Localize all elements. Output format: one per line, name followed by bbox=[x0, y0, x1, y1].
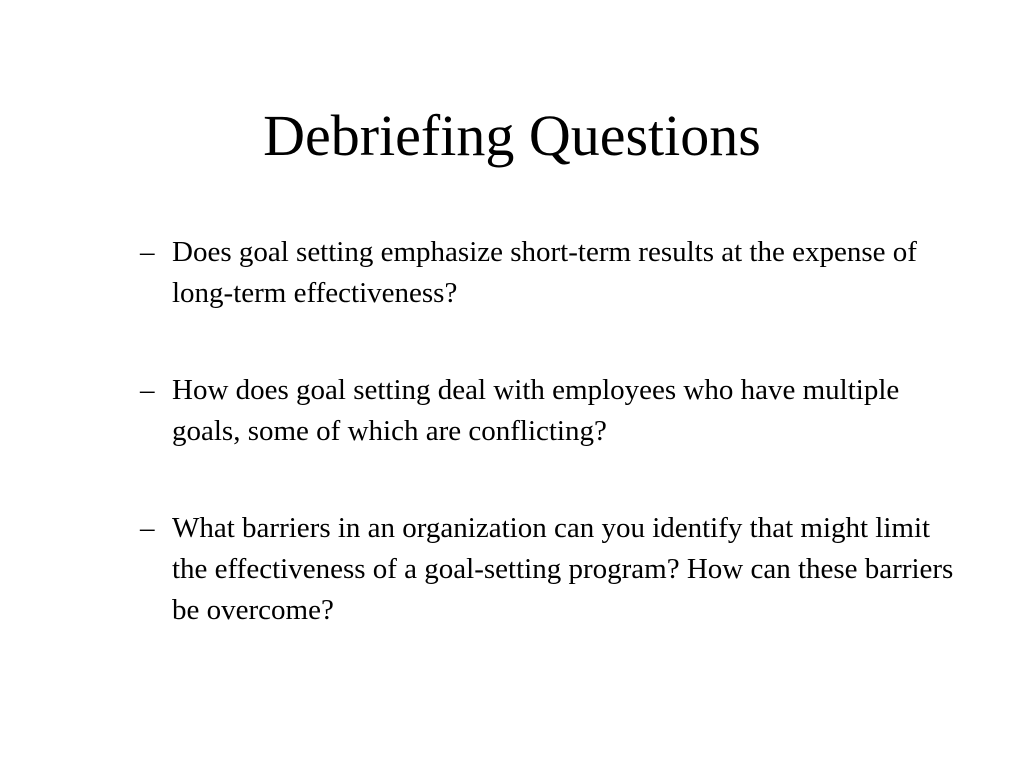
bullet-text: What barriers in an organization can you identify that might limit the effectiveness of a goal-setting program? How can these barriers be overcome? bbox=[172, 512, 954, 626]
bullet-list bbox=[140, 232, 960, 687]
bullet-dash: – bbox=[140, 374, 155, 406]
bullet-item bbox=[140, 232, 960, 314]
bullet-dash: – bbox=[140, 512, 155, 544]
bullet-item bbox=[140, 508, 960, 631]
bullet-dash: – bbox=[140, 236, 155, 268]
bullet-item bbox=[140, 370, 960, 452]
bullet-text: Does goal setting emphasize short-term results at the expense of long-term effectiveness? bbox=[172, 236, 917, 309]
bullet-text: How does goal setting deal with employees who have multiple goals, some of which are conflicting? bbox=[172, 374, 900, 447]
slide-title: Debriefing Questions bbox=[263, 103, 761, 168]
